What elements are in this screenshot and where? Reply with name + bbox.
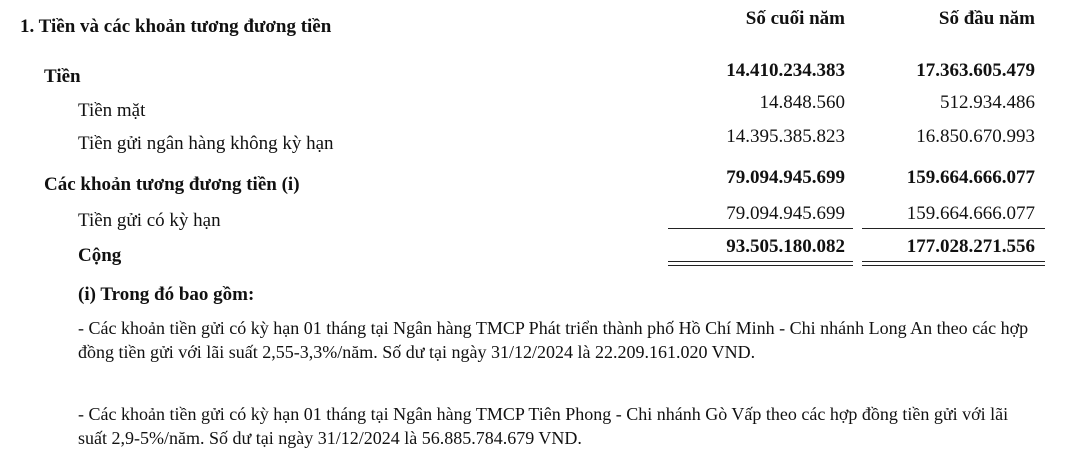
total-double-rule-begin-top <box>862 261 1045 262</box>
row-value-cash-on-hand-end: 14.848.560 <box>759 92 845 113</box>
row-value-cash-equivalents-begin: 159.664.666.077 <box>906 167 1035 188</box>
row-value-demand-deposits-end: 14.395.385.823 <box>726 126 845 147</box>
row-label-cash-equivalents: Các khoản tương đương tiền (i) <box>44 174 300 195</box>
note-paragraph-2: - Các khoản tiền gửi có kỳ hạn 01 tháng tại Ngân hàng TMCP Tiên Phong - Chi nhánh Gò Vấp theo các hợp đồng tiền gửi với lãi suất 2,9-5%/năm. Số dư tại ngày 31/12/2024 là 56.885.784.679 VND. <box>78 404 1009 448</box>
row-label-term-deposits: Tiền gửi có kỳ hạn <box>78 210 221 231</box>
subtotal-rule-end <box>668 228 853 229</box>
total-double-rule-end-top <box>668 261 853 262</box>
row-value-total-end: 93.505.180.082 <box>726 236 845 257</box>
row-value-total-begin: 177.028.271.556 <box>906 236 1035 257</box>
subtotal-rule-begin <box>862 228 1045 229</box>
row-value-cash-equivalents-end: 79.094.945.699 <box>726 167 845 188</box>
row-value-term-deposits-begin: 159.664.666.077 <box>906 203 1035 224</box>
row-label-cash: Tiền <box>44 66 81 87</box>
note-paragraph-1: - Các khoản tiền gửi có kỳ hạn 01 tháng tại Ngân hàng TMCP Phát triển thành phố Hồ Chí Minh - Chi nhánh Long An theo các hợp đồng tiền gửi với lãi suất 2,55-3,3%/năm. Số dư tại ngày 31/12/2024 là 22.209.161.020 VND. <box>78 318 1029 362</box>
row-value-term-deposits-end: 79.094.945.699 <box>726 203 845 224</box>
total-double-rule-begin-bottom <box>862 265 1045 266</box>
row-label-cash-on-hand: Tiền mặt <box>78 100 146 121</box>
row-value-cash-end: 14.410.234.383 <box>726 60 845 81</box>
row-value-cash-on-hand-begin: 512.934.486 <box>940 92 1035 113</box>
row-label-demand-deposits: Tiền gửi ngân hàng không kỳ hạn <box>78 133 334 154</box>
row-value-cash-begin: 17.363.605.479 <box>916 60 1035 81</box>
section-title: 1. Tiền và các khoản tương đương tiền <box>20 16 332 37</box>
column-header-end-of-year: Số cuối năm <box>745 8 845 29</box>
row-label-total: Cộng <box>78 245 122 266</box>
column-header-beginning-of-year: Số đầu năm <box>938 8 1035 29</box>
total-double-rule-end-bottom <box>668 265 853 266</box>
row-value-demand-deposits-begin: 16.850.670.993 <box>916 126 1035 147</box>
note-title: (i) Trong đó bao gồm: <box>78 284 255 305</box>
